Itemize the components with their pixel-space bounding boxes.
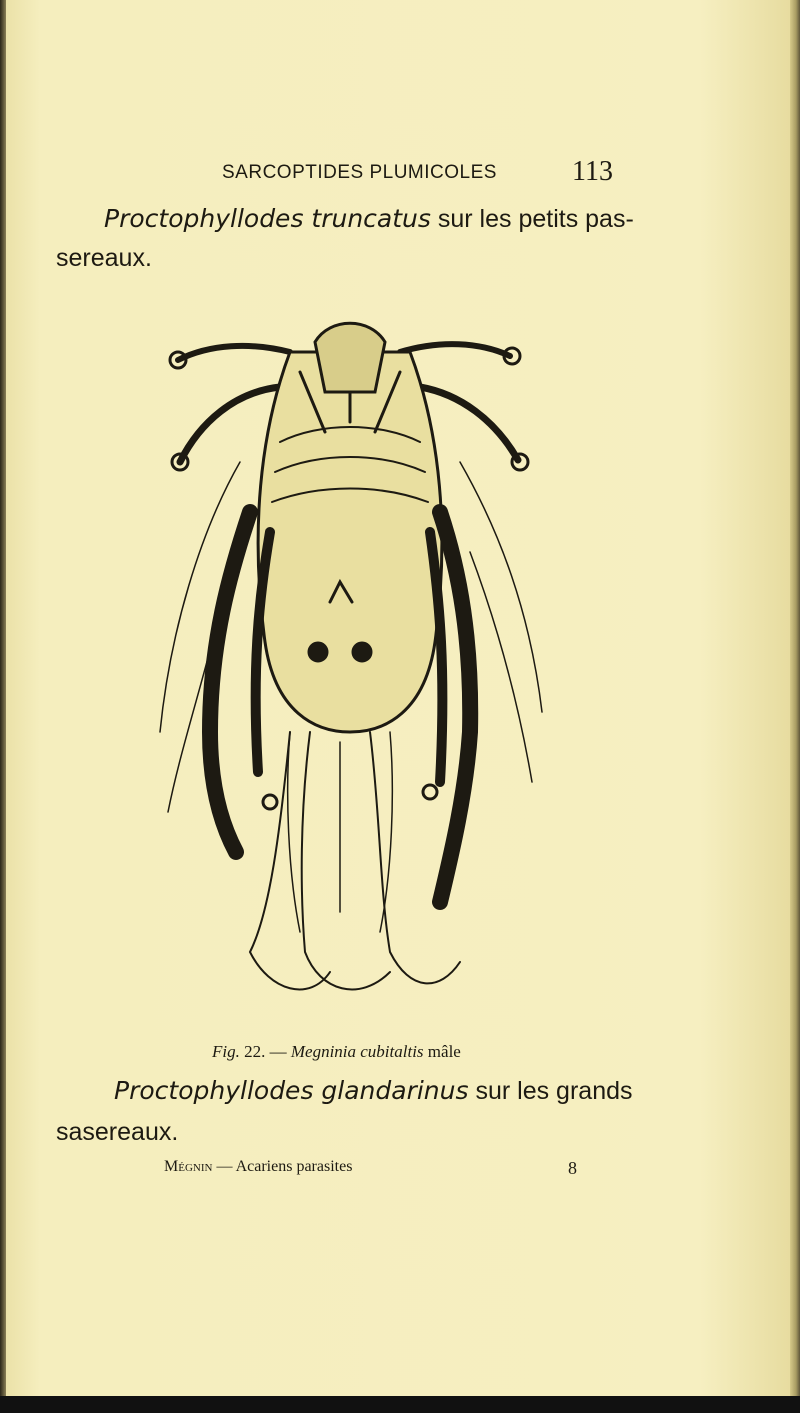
paragraph-2-continuation: sasereaux. xyxy=(56,1118,179,1146)
page-footer xyxy=(164,1158,584,1176)
caption-sex: mâle xyxy=(427,1042,461,1061)
paragraph-text: sur les petits pas- xyxy=(430,205,634,233)
page-right-edge xyxy=(790,0,800,1413)
page-number: 113 xyxy=(572,156,613,187)
figure-caption xyxy=(212,1042,461,1062)
footer-book-title: Acariens parasites xyxy=(235,1158,353,1175)
mite-illustration xyxy=(140,312,560,1022)
paragraph-1 xyxy=(104,204,634,234)
footer-author: Mégnin xyxy=(164,1158,213,1175)
footer-signature: 8 xyxy=(568,1158,577,1178)
caption-label: Fig. xyxy=(212,1042,240,1061)
caption-species: Megninia cubitaltis xyxy=(290,1042,424,1061)
paragraph-text: sur les grands xyxy=(468,1077,633,1105)
paragraph-1-continuation: sereaux. xyxy=(56,244,152,272)
running-title: SARCOPTIDES PLUMICOLES xyxy=(222,162,497,183)
scan-bottom-band xyxy=(0,1396,800,1413)
footer-dash: — xyxy=(216,1158,233,1175)
species-name: Proctophyllodes truncatus xyxy=(104,204,431,233)
species-name: Proctophyllodes glandarinus xyxy=(114,1076,469,1105)
paragraph-2 xyxy=(114,1076,633,1106)
caption-number: 22. xyxy=(244,1042,266,1061)
book-spine-edge xyxy=(0,0,6,1413)
caption-dash: — xyxy=(269,1042,287,1061)
page-header xyxy=(222,158,642,194)
